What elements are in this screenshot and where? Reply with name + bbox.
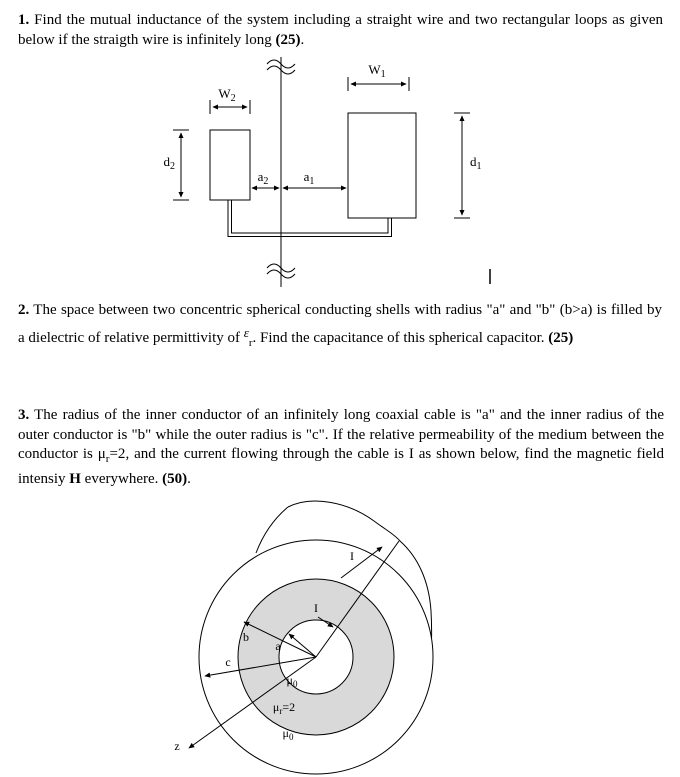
problem-1-text: Find the mutual inductance of the system including a straight wire and two rectangular loops as given below if the straigth wire is infinitely long <box>18 12 663 48</box>
problem-3-text-3: everywhere. <box>80 470 163 487</box>
radius-a-label: a <box>275 639 281 653</box>
a1-label: $a_1$ <box>303 169 315 187</box>
problem-1-points: (25) <box>275 32 301 48</box>
problem-1 <box>18 10 663 50</box>
problem-3-text-2: , and the current flowing through the cable is I as shown below, find the magnetic field intensiy <box>18 446 665 487</box>
dimension-w2 <box>210 86 250 114</box>
dimension-a1 <box>283 169 346 188</box>
mu-value: =2 <box>109 446 126 462</box>
problem-1-period: . <box>300 32 305 48</box>
mu-subscript: r <box>105 453 110 465</box>
epsilon-subscript: r <box>248 337 253 349</box>
w2-label: $W_2$ <box>218 86 236 104</box>
a2-label: $a_2$ <box>257 169 269 187</box>
radius-b-label: b <box>243 630 249 644</box>
problem-3-text-1: The radius of the inner conductor of an infinitely long coaxial cable is "a" and the inner radius of the outer conductor is "b" while the outer radius is "c". If the relative permeability of the medium between the conductor is <box>18 407 664 462</box>
problem-2 <box>18 297 662 357</box>
figure-coaxial-cable <box>0 493 680 777</box>
loop-left <box>210 130 250 200</box>
mu-dielectric-label: $\mu_r=2$ <box>272 700 296 716</box>
epsilon-symbol: ε <box>243 325 249 340</box>
problem-2-number: 2. <box>18 302 30 318</box>
problem-2-text-1: The space between two concentric spherical conducting shells with radius "a" and "b" (b>a) is filled by a dielectric of relative permittivity of <box>18 302 662 346</box>
mu-symbol: μ <box>97 446 106 462</box>
problem-2-points: (25) <box>548 330 574 346</box>
problem-3-period: . <box>187 470 191 487</box>
mu-outer-label: $\mu_0$ <box>282 726 294 742</box>
problem-3 <box>18 406 664 489</box>
dimension-w1 <box>348 62 409 91</box>
z-axis-label: z <box>174 739 180 753</box>
dimension-d2 <box>164 130 190 200</box>
d2-label: $d_2$ <box>163 154 175 172</box>
problem-3-number: 3. <box>18 407 30 423</box>
d1-label: $d_1$ <box>470 154 482 172</box>
dimension-a2 <box>252 169 279 188</box>
problem-1-number: 1. <box>18 12 30 28</box>
radius-c-label: c <box>225 655 231 669</box>
mu-inner-label: $\mu_0$ <box>286 673 298 689</box>
loop-right <box>348 113 416 218</box>
problem-2-text-2: . Find the capacitance of this spherical capacitor. <box>252 330 549 346</box>
problem-3-points: (50) <box>162 470 188 487</box>
w1-label: $W_1$ <box>368 62 386 80</box>
dimension-d1 <box>454 113 482 218</box>
figure-mutual-inductance <box>0 48 680 293</box>
current-top-label: I <box>350 549 354 563</box>
current-inner-label: I <box>314 601 318 615</box>
h-field-symbol: H <box>69 470 81 487</box>
